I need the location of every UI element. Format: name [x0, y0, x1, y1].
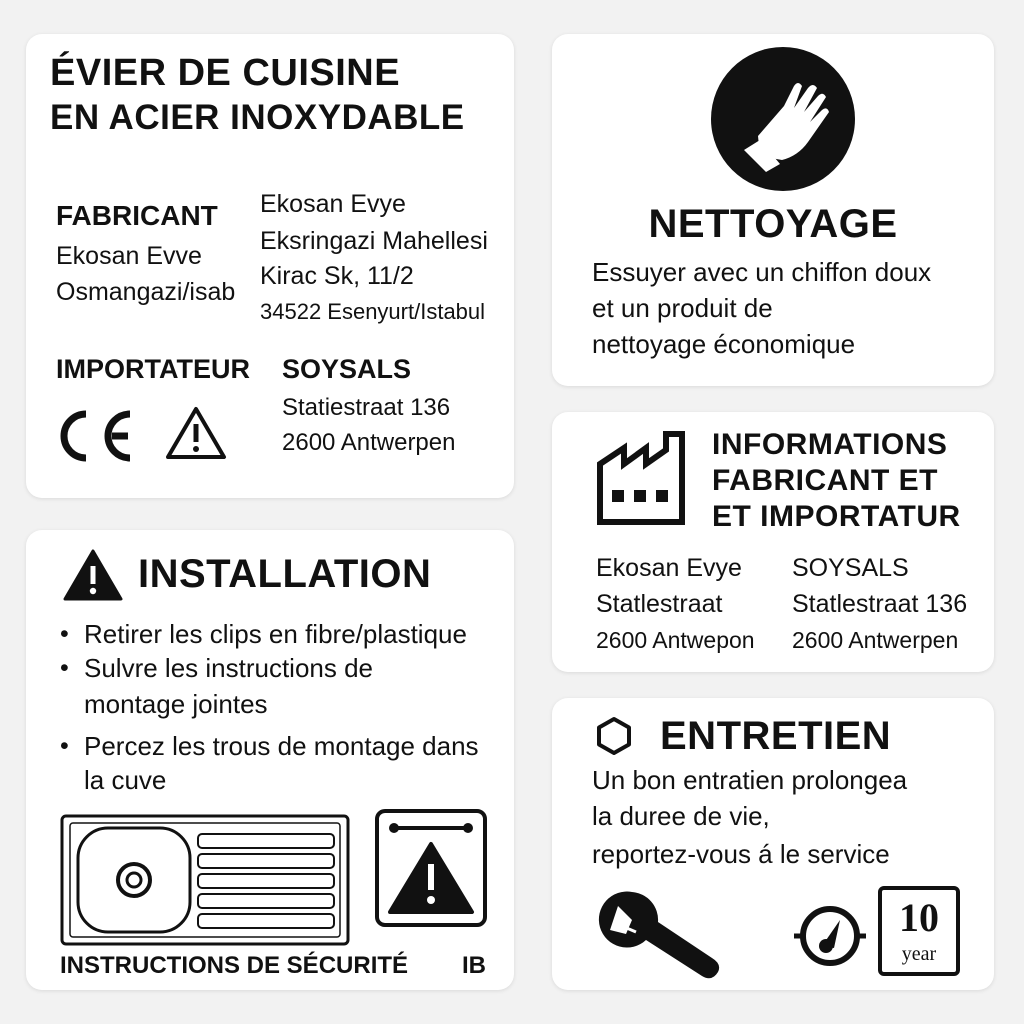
bullet-dot: • [60, 620, 69, 648]
manufacturer-address-line: Eksringazi Mahellesi [260, 227, 488, 255]
factory-icon [596, 430, 688, 526]
ce-mark-icon [56, 406, 136, 466]
info-title-line: ET IMPORTATUR [712, 500, 961, 533]
maintenance-card [552, 698, 994, 990]
warning-icon [164, 404, 228, 462]
cleaning-card [552, 34, 994, 386]
warranty-number: 10 [899, 895, 939, 940]
cleaning-text-line: nettoyage économique [592, 329, 856, 359]
product-title-line2: EN ACIER INOXYDABLE [50, 98, 465, 137]
info-title-line: INFORMATIONS [712, 428, 948, 461]
importer-address-line: Statiestraat 136 [282, 394, 451, 421]
info-card [552, 412, 994, 672]
safety-instructions-code: IB [462, 952, 486, 979]
manufacturer-label: FABRICANT [56, 200, 218, 231]
importer-address-line: 2600 Antwerpen [282, 429, 456, 456]
info-manufacturer-line: Statlestraat [596, 590, 723, 618]
installation-step-3: Percez les trous de montage dans [84, 731, 479, 761]
info-title-line: FABRICANT ET [712, 464, 938, 497]
wrench-icon [592, 886, 722, 982]
info-manufacturer-line: 2600 Antwepon [596, 627, 755, 653]
bullet-dot: • [60, 732, 69, 760]
manufacturer-address-line: Ekosan Evye [260, 190, 406, 218]
hexagon-icon [596, 716, 632, 756]
installation-title: INSTALLATION [138, 552, 432, 596]
manufacturer-name: Ekosan Evve [56, 242, 202, 270]
product-card [26, 34, 514, 498]
safety-instructions-label: INSTRUCTIONS DE SÉCURITÉ [60, 952, 409, 979]
manufacturer-address-line: 34522 Esenyurt/Istabul [260, 299, 486, 324]
info-manufacturer-line: Ekosan Evye [596, 554, 742, 582]
maintenance-text-line: la duree de vie, [592, 801, 770, 831]
warranty-badge [878, 886, 960, 976]
installation-step-2: Sulvre les instructions de [84, 653, 374, 683]
info-importer-line: SOYSALS [792, 554, 909, 582]
product-title-line1: ÉVIER DE CUISINE [50, 52, 401, 94]
manufacturer-city: Osmangazi/isab [56, 278, 236, 306]
safety-warning-icon [374, 808, 488, 928]
cleaning-title: NETTOYAGE [648, 202, 898, 246]
installation-step-2-cont: montage jointes [84, 689, 268, 719]
info-importer-line: 2600 Antwerpen [792, 627, 959, 653]
cleaning-text-line: Essuyer avec un chiffon doux [592, 257, 932, 287]
warranty-unit: year [901, 943, 937, 965]
glove-icon [710, 46, 856, 192]
installation-step-1: Retirer les clips en fibre/plastique [84, 619, 467, 649]
bullet-dot: • [60, 654, 69, 682]
maintenance-text-line: Un bon entratien prolongea [592, 765, 908, 795]
gauge-icon [792, 900, 868, 972]
sink-diagram-icon [60, 814, 350, 946]
installation-step-3-cont: la cuve [84, 765, 167, 795]
manufacturer-address-line: Kirac Sk, 11/2 [260, 262, 414, 290]
importer-label: IMPORTATEUR [56, 354, 250, 384]
installation-card [26, 530, 514, 990]
info-importer-line: Statlestraat 136 [792, 590, 968, 618]
cleaning-text-line: et un produit de [592, 293, 773, 323]
maintenance-text-line: reportez-vous á le service [592, 839, 890, 869]
maintenance-title: ENTRETIEN [660, 714, 892, 758]
importer-name: SOYSALS [282, 354, 412, 384]
warning-icon [62, 548, 124, 602]
